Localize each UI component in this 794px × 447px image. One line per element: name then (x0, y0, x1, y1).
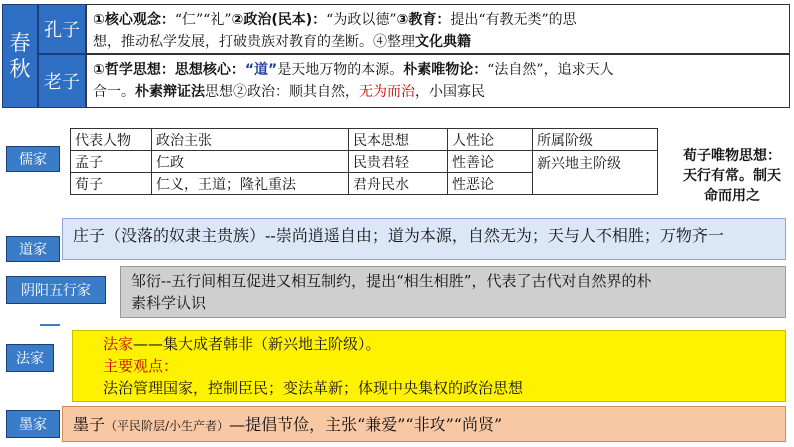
fajia-title: 法家——集大成者韩非（新兴地主阶级）。 (103, 335, 381, 353)
xunzi-note-line: 天行有常。制天 (683, 168, 781, 184)
autumn-label-char: 秋 (9, 57, 31, 81)
table-cell: 孟子 (71, 151, 152, 173)
mojia-body: —提倡节俭，主张“兼爱”“非攻”“尚贤” (229, 415, 503, 434)
section-yinyang: 阴阳五行家 (6, 276, 106, 304)
table-cell: 性善论 (448, 151, 533, 173)
section-rujia: 儒家 (6, 146, 60, 172)
rujia-table-wrap (70, 128, 658, 195)
xunzi-note (674, 146, 790, 206)
header-person: 代表人物 (71, 129, 152, 151)
laozi-line-2: 合一。朴素辩证法思想②政治：顺其自然，无为而治，小国寡民 (93, 84, 485, 100)
yinyang-line: 邹衍--五行间相互促进又相互制约，提出“相生相胜”，代表了古代对自然界的朴 (131, 272, 652, 290)
section-fajia: 法家 (6, 344, 54, 372)
mojia-note: （平民阶层/小生产者） (105, 419, 230, 433)
spring-autumn-label (2, 4, 38, 108)
fajia-subtitle: 主要观点： (103, 357, 179, 375)
kongzi-label: 孔子 (38, 4, 86, 54)
table-cell-class: 新兴地主阶级 (533, 151, 658, 195)
section-daojia: 道家 (6, 236, 60, 262)
laozi-line-1: ①哲学思想：思想核心：“道”是天地万物的本源。朴素唯物论：“法自然”，追求天人 (93, 62, 614, 78)
daojia-box (62, 218, 786, 260)
laozi-content (86, 54, 790, 108)
xunzi-note-line: 命而用之 (704, 188, 760, 204)
table-row (71, 151, 658, 173)
kongzi-content (86, 4, 790, 54)
rujia-table (70, 128, 658, 195)
table-header-row (71, 129, 658, 151)
header-politics: 政治主张 (152, 129, 349, 151)
daojia-text: 庄子（没落的奴隶主贵族）--崇尚逍遥自由；道为本源，自然无为；天与人不相胜；万物齐一 (73, 226, 724, 245)
table-cell: 君舟民水 (349, 173, 448, 195)
laozi-label: 老子 (38, 54, 86, 108)
mojia-box (62, 406, 786, 442)
header-minben: 民本思想 (349, 129, 448, 151)
yinyang-box (120, 266, 786, 318)
kongzi-line-2: 想，推动私学发展，打破贵族对教育的垄断。④整理文化典籍 (93, 34, 471, 50)
table-cell: 仁义，王道；隆礼重法 (152, 173, 349, 195)
connector-line (40, 324, 60, 326)
kongzi-line-1: ①核心观念：“仁”“礼”②政治(民本)：“为政以德”③教育：提出“有教无类”的思 (93, 12, 577, 28)
table-cell: 荀子 (71, 173, 152, 195)
fajia-body: 法治管理国家，控制臣民；变法革新；体现中央集权的政治思想 (103, 379, 524, 397)
section-mojia: 墨家 (6, 410, 60, 438)
header-human-nature: 人性论 (448, 129, 533, 151)
yinyang-line: 素科学认识 (131, 294, 207, 312)
fajia-box (72, 330, 786, 402)
spring-label-char: 春 (9, 31, 31, 55)
table-cell: 仁政 (152, 151, 349, 173)
header-class: 所属阶级 (533, 129, 658, 151)
table-cell: 民贵君轻 (349, 151, 448, 173)
table-cell: 性恶论 (448, 173, 533, 195)
xunzi-note-line: 荀子唯物思想： (683, 148, 781, 164)
mojia-name: 墨子 (73, 415, 106, 434)
